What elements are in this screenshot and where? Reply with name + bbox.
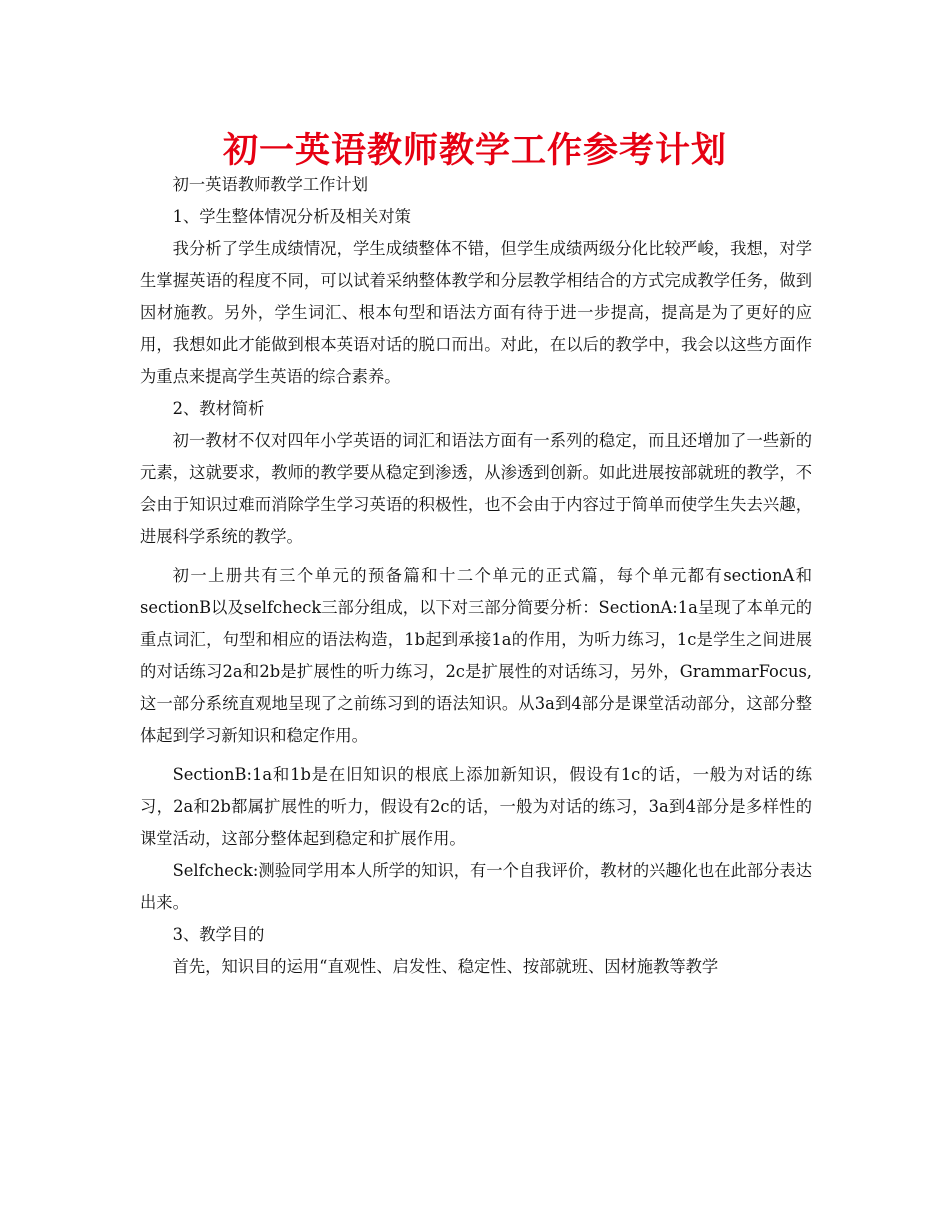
document-title: 初一英语教师教学工作参考计划 xyxy=(222,131,727,171)
document-body xyxy=(140,169,812,983)
paragraph-selfcheck: Selfcheck:测验同学用本人所学的知识，有一个自我评价，教材的兴趣化也在此部分表达出来。 xyxy=(140,861,812,912)
paragraph-units-overview: 初一上册共有三个单元的预备篇和十二个单元的正式篇，每个单元都有sectionA和sectionB以及selfcheck三部分组成，以下对三部分简要分析：SectionA:1a呈现了本单元的重点词汇，句型和相应的语法构造，1b起到承接1a的作用，为听力练习，1c是学生之间进展的对话练习2a和2b是扩展性的听力练习，2c是扩展性的对话练习，另外，GrammarFocus,这一部分系统直观地呈现了之前练习到的语法知识。从3a到4部分是课堂活动部分，这部分整体起到学习新知识和稳定作用。 xyxy=(140,566,812,745)
paragraph-student-analysis: 我分析了学生成绩情况，学生成绩整体不错，但学生成绩两级分化比较严峻，我想，对学生掌握英语的程度不同，可以试着采纳整体教学和分层教学相结合的方式完成教学任务，做到因材施教。另外，学生词汇、根本句型和语法方面有待于进一步提高，提高是为了更好的应用，我想如此才能做到根本英语对话的脱口而出。对此，在以后的教学中，我会以这些方面作为重点来提高学生英语的综合素养。 xyxy=(140,239,812,386)
paragraph-subtitle: 初一英语教师教学工作计划 xyxy=(172,175,368,194)
paragraph-textbook-analysis: 初一教材不仅对四年小学英语的词汇和语法方面有一系列的稳定，而且还增加了一些新的元素，这就要求，教师的教学要从稳定到渗透，从渗透到创新。如此进展按部就班的教学，不会由于知识过难而消除学生学习英语的积极性，也不会由于内容过于简单而使学生失去兴趣，进展科学系统的教学。 xyxy=(140,431,812,546)
paragraph-teaching-goals: 首先，知识目的运用“直观性、启发性、稳定性、按部就班、因材施教等教学 xyxy=(172,957,719,976)
section-heading-3: 3、教学目的 xyxy=(172,925,265,944)
paragraph-section-b: SectionB:1a和1b是在旧知识的根底上添加新知识，假设有1c的话，一般为对话的练习，2a和2b都属扩展性的听力，假设有2c的话，一般为对话的练习，3a到4部分是多样性的课堂活动，这部分整体起到稳定和扩展作用。 xyxy=(140,765,812,848)
section-heading-2: 2、教材简析 xyxy=(172,399,265,418)
section-heading-1: 1、学生整体情况分析及相关对策 xyxy=(172,207,411,226)
